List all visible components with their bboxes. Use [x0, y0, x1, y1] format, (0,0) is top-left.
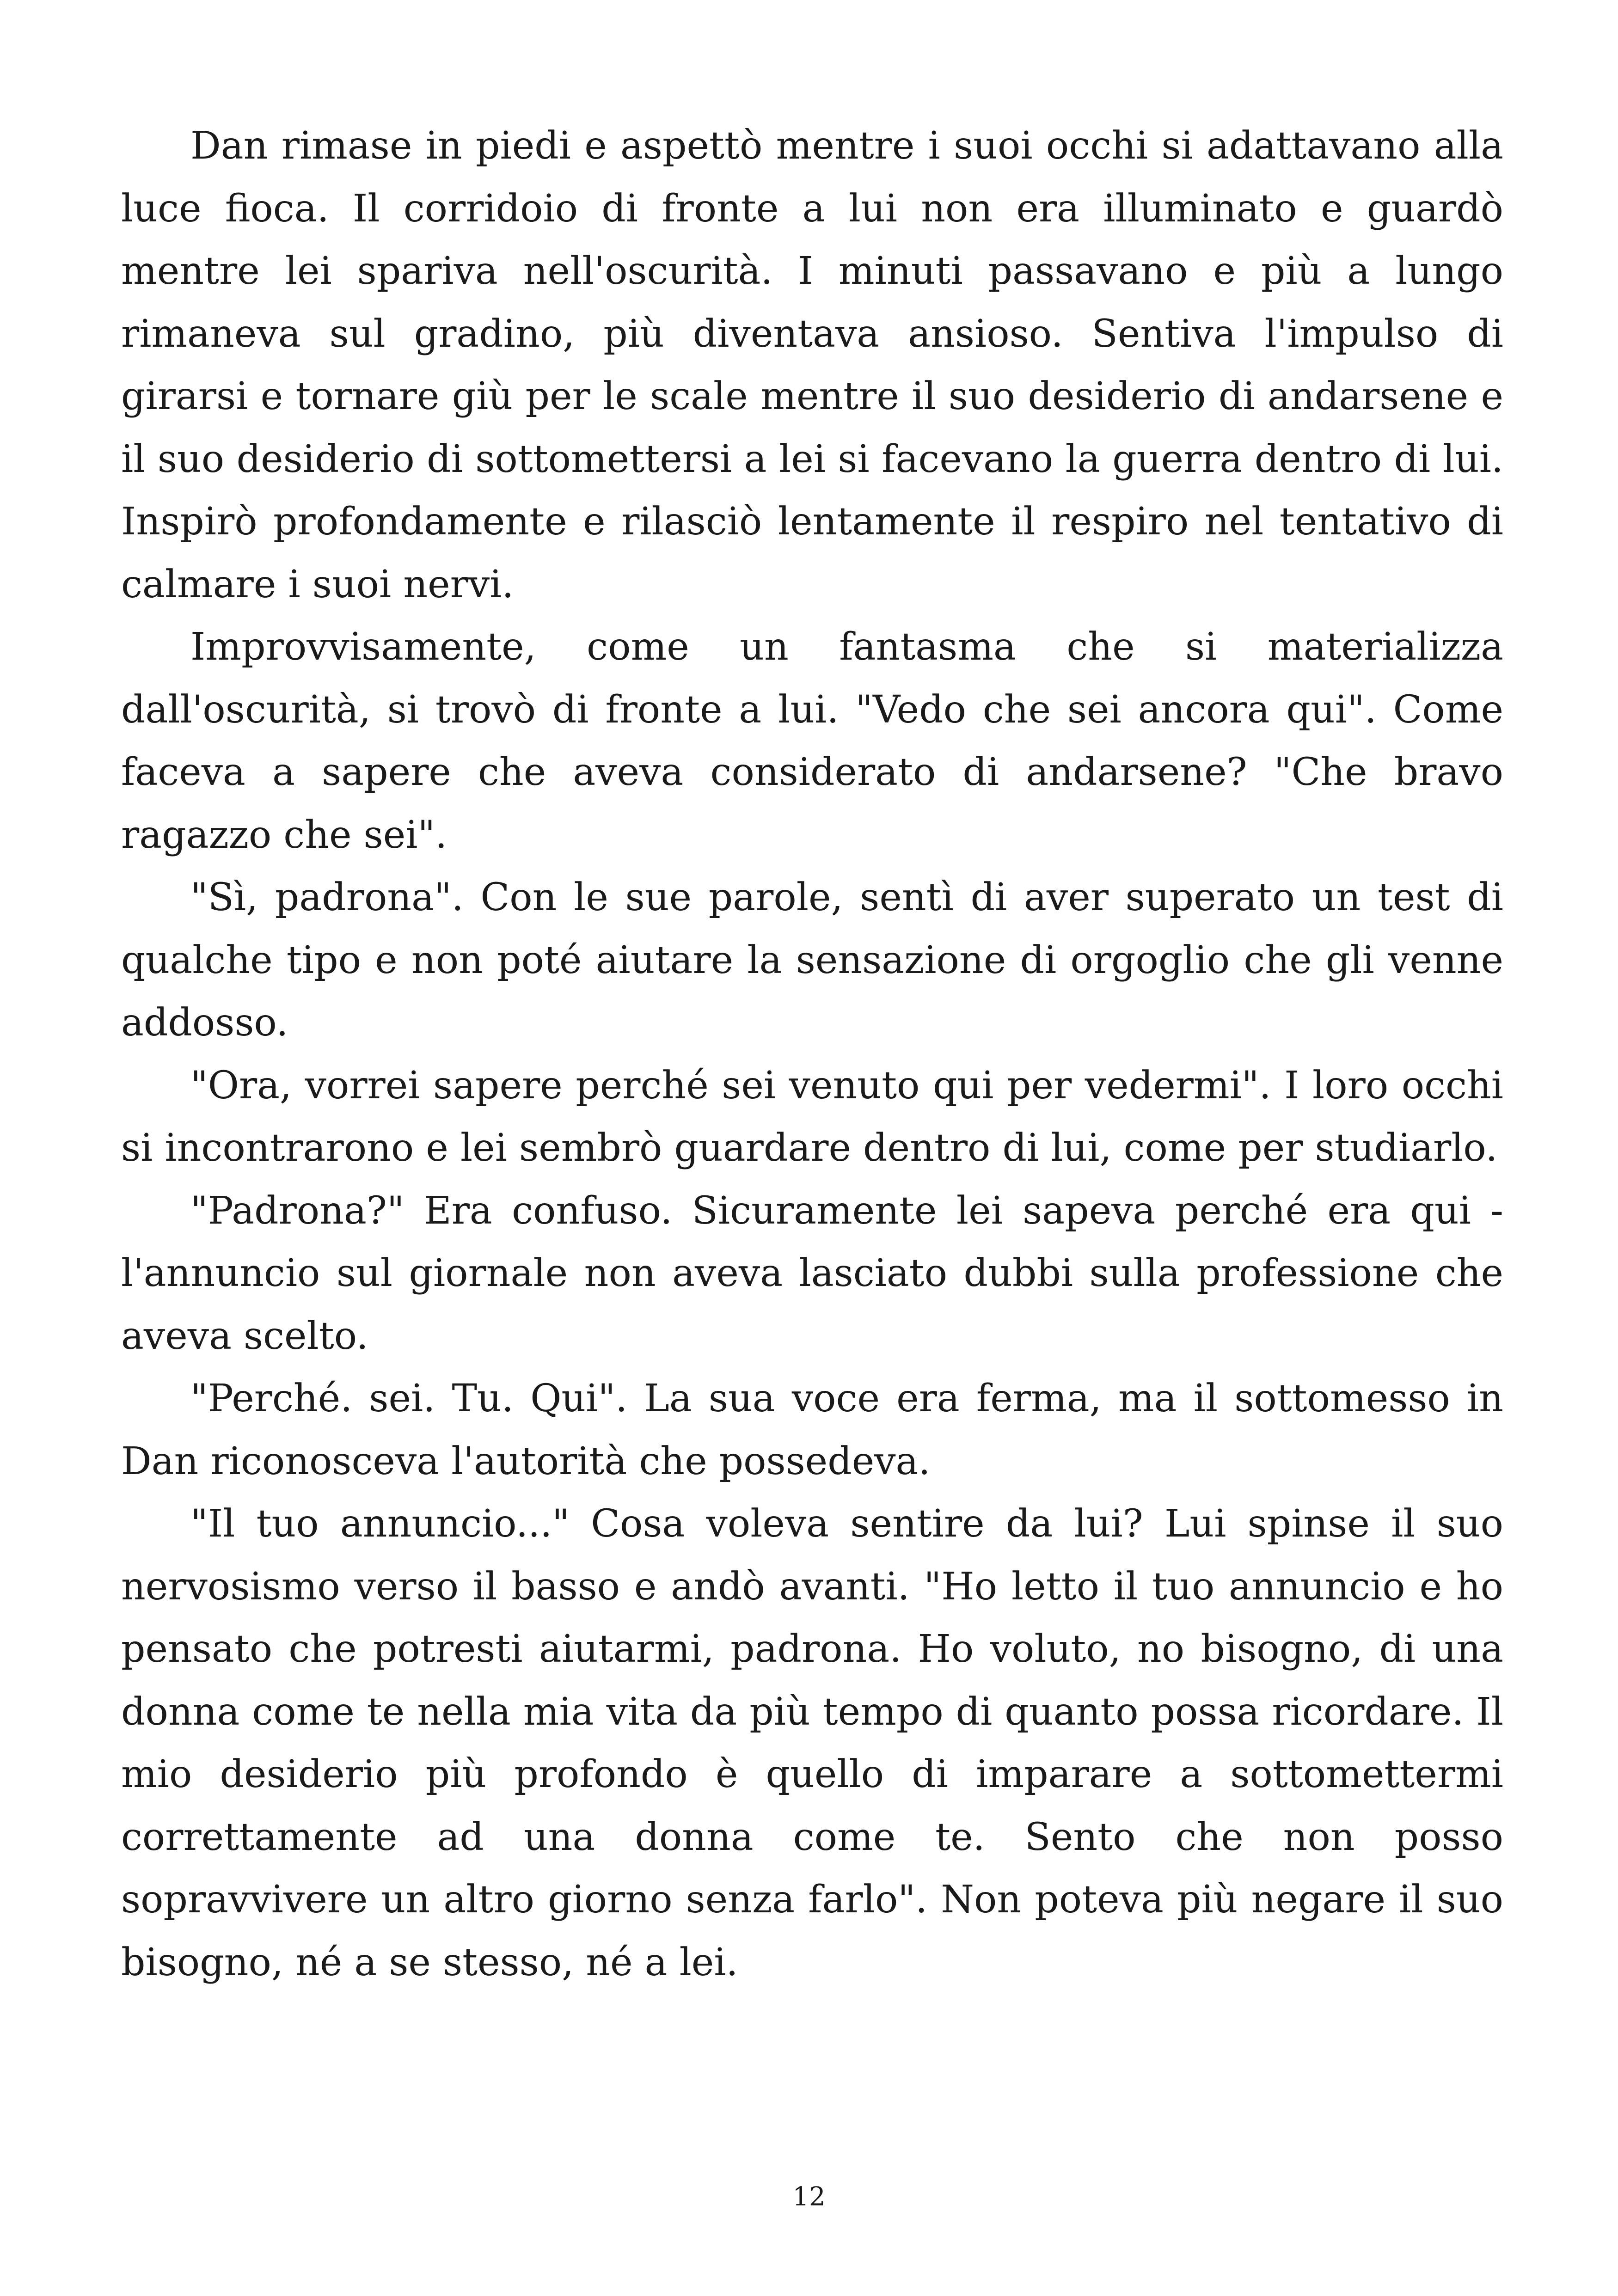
paragraph-7: "Il tuo annuncio..." Cosa voleva sentire da lui? Lui spinse il suo nervosismo verso il basso e andò avanti. "Ho letto il tuo annuncio e ho pensato che potresti aiutarmi, padrona. Ho voluto, no bisogno, di una donna come te nella mia vita da più tempo di quanto possa ricordare. Il mio desiderio più profondo è quello di imparare a sottomettermi correttamente ad una donna come te. Sento che non posso sopravvivere un altro giorno senza farlo". Non poteva più negare il suo bisogno, né a se stesso, né a lei. [121, 1502, 1503, 1984]
paragraph-3: "Sì, padrona". Con le sue parole, sentì di aver superato un test di qualche tipo e non poté aiutare la sensazione di orgoglio che gli venne addosso. [121, 876, 1503, 1045]
paragraph-6: "Perché. sei. Tu. Qui". La sua voce era ferma, ma il sottomesso in Dan riconosceva l'autorità che possedeva. [121, 1377, 1503, 1483]
paragraph-4: "Ora, vorrei sapere perché sei venuto qui per vedermi". I loro occhi si incontrarono e lei sembrò guardare dentro di lui, come per studiarlo. [121, 1063, 1503, 1170]
paragraph-2: Improvvisamente, come un fantasma che si materializza dall'oscurità, si trovò di fronte a lui. "Vedo che sei ancora qui". Come faceva a sapere che aveva considerato di andarsene? "Che bravo ragazzo che sei". [121, 625, 1503, 857]
paragraph-5: "Padrona?" Era confuso. Sicuramente lei sapeva perché era qui - l'annuncio sul giornale non aveva lasciato dubbi sulla professione che aveva scelto. [121, 1188, 1503, 1358]
body-text [121, 115, 1503, 1994]
paragraph-1: Dan rimase in piedi e aspettò mentre i suoi occhi si adattavano alla luce fioca. Il corridoio di fronte a lui non era illuminato e guardò mentre lei spariva nell'oscurità. I minuti passavano e più a lungo rimaneva sul gradino, più diventava ansioso. Sentiva l'impulso di girarsi e tornare giù per le scale mentre il suo desiderio di andarsene e il suo desiderio di sottomettersi a lei si facevano la guerra dentro di lui. Inspirò profondamente e rilasciò lentamente il respiro nel tentativo di calmare i suoi nervi. [121, 124, 1503, 606]
page-number: 12 [792, 2182, 826, 2212]
